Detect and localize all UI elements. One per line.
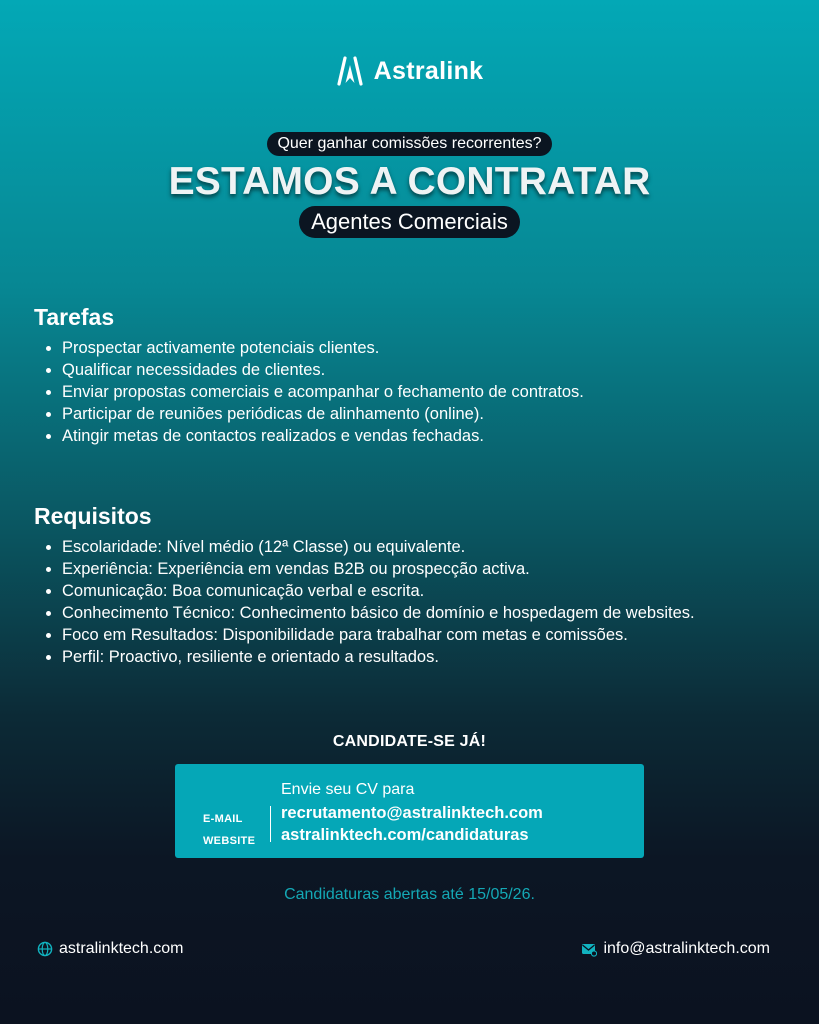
list-item: • Atingir metas de contactos realizados e vendas fechadas.	[62, 425, 794, 447]
list-item: • Experiência: Experiência em vendas B2B ou prospecção activa.	[62, 558, 794, 580]
deadline-text: Candidaturas abertas até 15/05/26.	[284, 886, 535, 903]
brand-name: Astralink	[373, 56, 484, 85]
email-label: E-MAIL	[203, 813, 243, 825]
apply-website-link[interactable]: astralinktech.com/candidaturas	[281, 826, 529, 844]
globe-icon	[37, 941, 53, 957]
tasks-list	[34, 337, 794, 447]
page-title: ESTAMOS A CONTRATAR	[168, 160, 651, 203]
list-item: • Prospectar activamente potenciais clientes.	[62, 337, 794, 359]
apply-labels	[203, 808, 255, 852]
footer-email[interactable]	[581, 940, 770, 958]
list-item: • Escolaridade: Nível médio (12ª Classe) ou equivalente.	[62, 536, 794, 558]
apply-intro: Envie seu CV para	[281, 781, 415, 798]
requirements-list	[34, 536, 794, 668]
list-item: • Enviar propostas comerciais e acompanhar o fechamento de contratos.	[62, 381, 794, 403]
astralink-logo-icon	[336, 56, 364, 86]
tasks-section	[34, 304, 794, 447]
divider	[270, 806, 271, 842]
apply-title: CANDIDATE-SE JÁ!	[332, 733, 487, 750]
requirements-title: Requisitos	[34, 503, 152, 529]
tasks-title: Tarefas	[34, 304, 115, 330]
list-item: • Conhecimento Técnico: Conhecimento básico de domínio e hospedagem de websites.	[62, 602, 794, 624]
apply-contact-box	[175, 764, 644, 858]
list-item: • Foco em Resultados: Disponibilidade para trabalhar com metas e comissões.	[62, 624, 794, 646]
list-item: • Qualificar necessidades de clientes.	[62, 359, 794, 381]
apply-email-link[interactable]: recrutamento@astralinktech.com	[281, 804, 543, 822]
mail-icon	[581, 941, 597, 957]
tagline: Quer ganhar comissões recorrentes?	[267, 132, 551, 156]
list-item: • Perfil: Proactivo, resiliente e orientado a resultados.	[62, 646, 794, 668]
website-label: WEBSITE	[203, 835, 256, 847]
footer-email-link[interactable]: info@astralinktech.com	[603, 940, 770, 957]
apply-values	[281, 802, 543, 846]
hero	[0, 132, 819, 238]
footer-website-link[interactable]: astralinktech.com	[59, 940, 184, 957]
role-badge: Agentes Comerciais	[299, 206, 520, 238]
requirements-section	[34, 503, 794, 668]
list-item: • Participar de reuniões periódicas de alinhamento (online).	[62, 403, 794, 425]
footer-website[interactable]	[37, 940, 184, 958]
list-item: • Comunicação: Boa comunicação verbal e escrita.	[62, 580, 794, 602]
brand-logo	[0, 56, 819, 86]
